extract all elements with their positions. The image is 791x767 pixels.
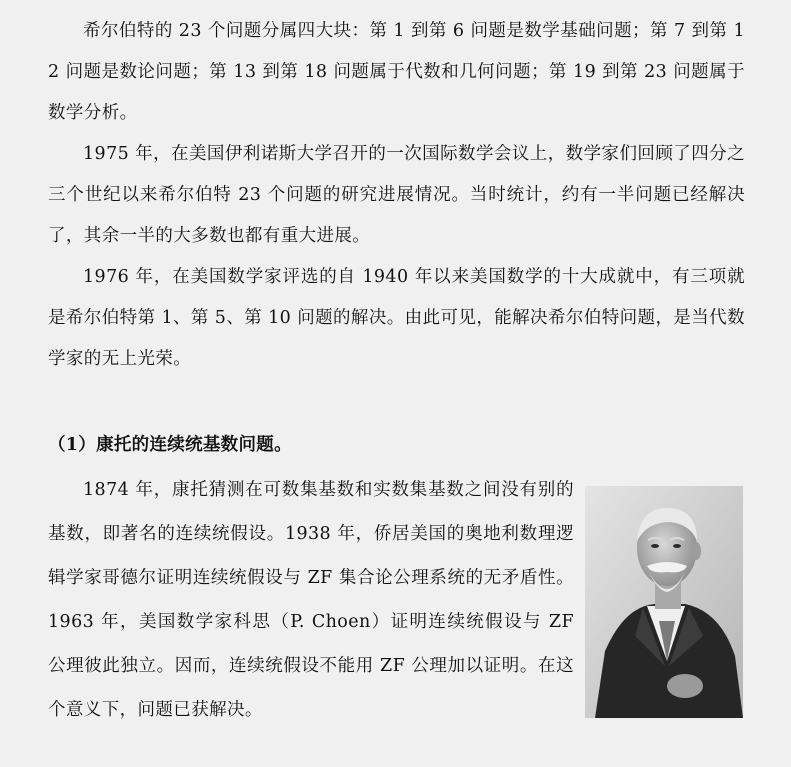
paragraph-1975-conference: 1975 年，在美国伊利诺斯大学召开的一次国际数学会议上，数学家们回顾了四分之三个世纪以来希尔伯特 23 个问题的研究进展情况。当时统计，约有一半问题已经解决了，其余一半的大多数也都有重大进展。: [48, 144, 745, 246]
paragraph-1976-achievements: 1976 年，在美国数学家评选的自 1940 年以来美国数学的十大成就中，有三项就是希尔伯特第 1、第 5、第 10 问题的解决。由此可见，能解决希尔伯特问题，是当代数学家的无上光荣。: [48, 267, 745, 369]
paragraph-continuum-hypothesis: 1874 年，康托猜测在可数集基数和实数集基数之间没有别的基数，即著名的连续统假设。1938 年，侨居美国的奥地利数理逻辑学家哥德尔证明连续统假设与 ZF 集合论公理系统的无矛盾性。1963 年，美国数学家科思（P. Choen）证明连续统假设与 ZF 公理彼此独立。因而，连续统假设不能用 ZF 公理加以证明。在这个意义下，问题已获解决。: [48, 480, 574, 720]
paragraph-hilbert-problem-groups: 希尔伯特的 23 个问题分属四大块：第 1 到第 6 问题是数学基础问题；第 7 到第 12 问题是数论问题；第 13 到第 18 问题属于代数和几何问题；第 19 到第 23 问题属于数学分析。: [48, 21, 745, 123]
section-heading-continuum-problem: （1）康托的连续统基数问题。: [48, 435, 292, 455]
portrait-photo: [585, 486, 743, 718]
